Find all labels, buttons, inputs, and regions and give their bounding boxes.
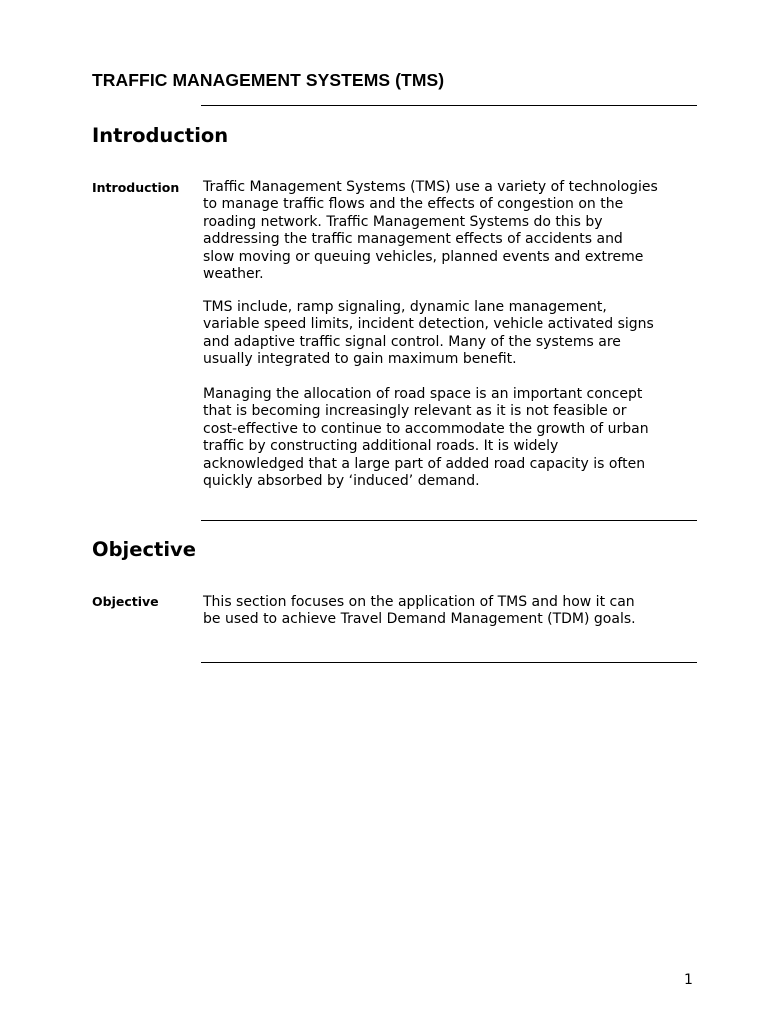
text-line: that is becoming increasingly relevant as it is not feasible or <box>203 403 627 420</box>
text-line: roading network. Traffic Management Systems do this by <box>203 213 603 230</box>
introduction-heading: Introduction <box>92 124 229 147</box>
text-line: This section focuses on the application of TMS and how it can <box>203 594 635 610</box>
objective-paragraph-1 <box>203 594 697 629</box>
introduction-divider <box>201 520 697 521</box>
introduction-paragraph-2 <box>203 299 697 369</box>
document-title: TRAFFIC MANAGEMENT SYSTEMS (TMS) <box>92 70 445 90</box>
text-line: Traffic Management Systems (TMS) use a variety of technologies <box>203 179 658 195</box>
text-line: slow moving or queuing vehicles, planned events and extreme <box>203 248 644 265</box>
text-line: quickly absorbed by ‘induced’ demand. <box>203 473 480 490</box>
text-line: cost-effective to continue to accommodate the growth of urban <box>203 420 649 437</box>
objective-margin-label: Objective <box>92 594 159 609</box>
introduction-paragraph-3 <box>203 386 697 490</box>
text-line: addressing the traffic management effects of accidents and <box>203 231 623 248</box>
introduction-paragraph-1 <box>203 179 697 283</box>
title-divider <box>201 105 697 106</box>
text-line: and adaptive traffic signal control. Many of the systems are <box>203 333 621 350</box>
text-line: usually integrated to gain maximum benefit. <box>203 351 517 368</box>
objective-heading: Objective <box>92 538 196 561</box>
text-line: variable speed limits, incident detection, vehicle activated signs <box>203 316 654 333</box>
page-number: 1 <box>684 972 693 988</box>
introduction-margin-label: Introduction <box>92 180 180 195</box>
text-line: Managing the allocation of road space is an important concept <box>203 386 643 402</box>
objective-divider <box>201 662 697 663</box>
text-line: traffic by constructing additional roads. It is widely <box>203 438 559 455</box>
text-line: be used to achieve Travel Demand Management (TDM) goals. <box>203 611 636 628</box>
text-line: TMS include, ramp signaling, dynamic lane management, <box>203 299 607 315</box>
text-line: to manage traffic flows and the effects of congestion on the <box>203 196 624 213</box>
text-line: weather. <box>203 266 264 283</box>
text-line: acknowledged that a large part of added road capacity is often <box>203 455 646 472</box>
